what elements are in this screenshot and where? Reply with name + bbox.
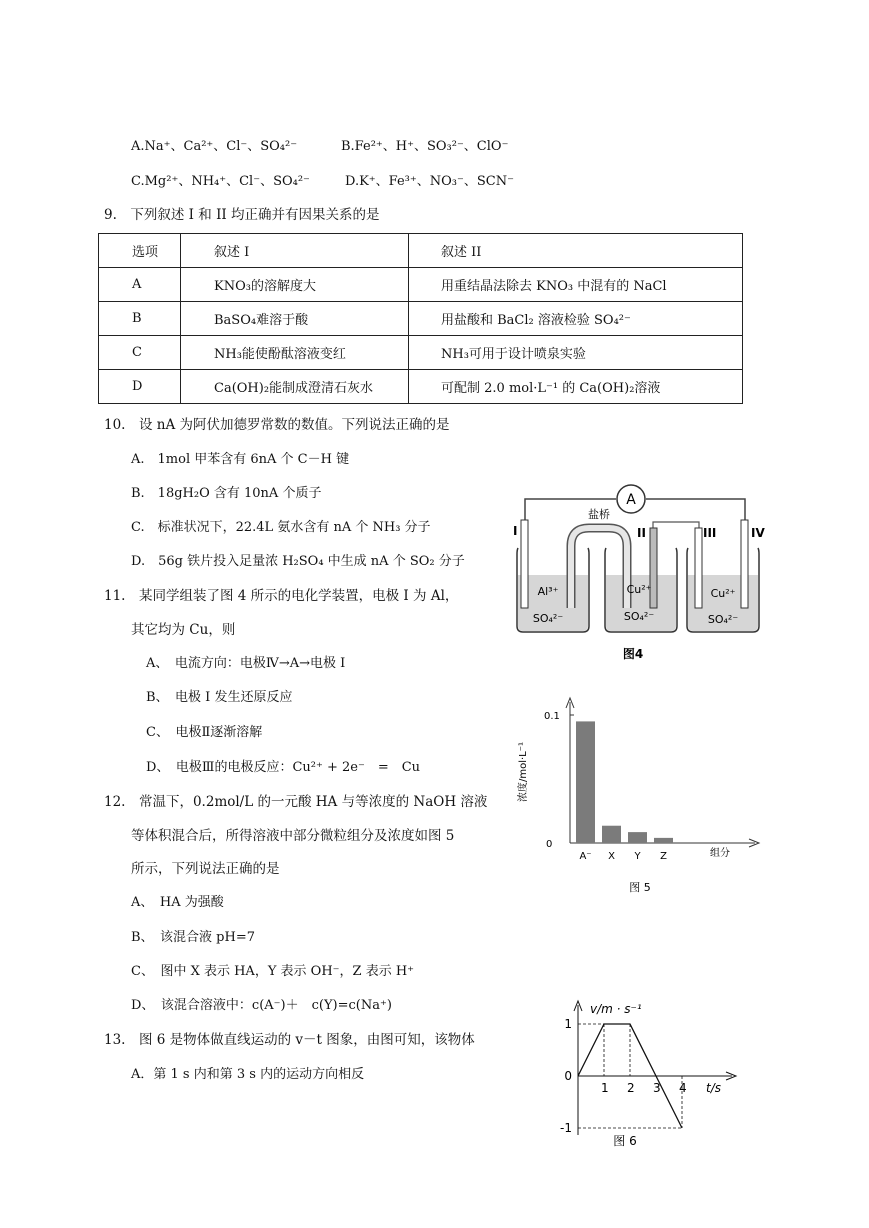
x-tick-label: X [608,851,615,862]
bar [602,826,621,843]
y-tick-label: 0.1 [544,711,560,722]
q12-option-c: C、 图中 X 表示 HA，Y 表示 OH⁻，Z 表示 H⁺ [131,964,415,979]
x-tick-label: 2 [627,1081,635,1095]
q8-option-c: C.Mg²⁺、NH₄⁺、Cl⁻、SO₄²⁻ [131,174,310,189]
y-tick-label: -1 [560,1121,572,1135]
q11-option-d: D、 电极Ⅲ的电极反应：Cu²⁺ + 2e⁻ = Cu [146,760,421,775]
table-cell: BaSO₄难溶于酸 [181,302,409,336]
table-cell: B [99,302,181,336]
y-axis-label: 浓度/mol·L⁻¹ [518,741,529,803]
q8-option-d: D.K⁺、Fe³⁺、NO₃⁻、SCN⁻ [345,174,514,189]
q12-option-d: D、 该混合溶液中：c(A⁻)＋ c(Y)=c(Na⁺) [131,998,392,1013]
q13-stem: 13. 图 6 是物体做直线运动的 v－t 图象，由图可知，该物体 [104,1032,475,1048]
table-row [99,370,743,404]
q10-option-b: B. 18gH₂O 含有 10nA 个质子 [131,486,322,501]
table-cell: C [99,336,181,370]
x-tick-label: 1 [601,1081,609,1095]
x-tick-label: A⁻ [579,851,592,862]
x-tick-label: Y [634,851,641,862]
electrode-I [521,520,528,608]
beaker1-anion: SO₄²⁻ [532,612,564,625]
q11-option-c: C、 电极Ⅱ逐渐溶解 [146,725,263,740]
bar [576,721,595,843]
table-cell: A [99,268,181,302]
table-header-row [99,234,743,268]
guide-line [578,1024,630,1076]
ammeter-label: A [626,492,636,508]
electrode-IV-label: IV [751,526,765,540]
q12-option-b: B、 该混合液 pH=7 [131,930,256,945]
q12-option-a: A、 HA 为强酸 [131,895,224,910]
table-row [99,268,743,302]
table-header-cell: 叙述 I [181,234,409,268]
x-axis-label: 组分 [710,848,730,859]
table-header-cell: 选项 [99,234,181,268]
bar [654,838,673,843]
y-tick-label: 0 [546,839,553,850]
q11-option-a: A、 电流方向：电极Ⅳ→A→电极 I [146,656,346,671]
q11-stem-line1: 11. 某同学组装了图 4 所示的电化学装置，电极 I 为 Al， [104,588,459,604]
electrode-II [650,528,657,608]
q12-stem-line3: 所示，下列说法正确的是 [131,861,280,877]
q11-stem-line2: 其它均为 Cu，则 [131,622,236,638]
table-cell: NH₃可用于设计喷泉实验 [409,336,743,370]
x-tick-label: 4 [679,1081,687,1095]
table-cell: 用重结晶法除去 KNO₃ 中混有的 NaCl [409,268,743,302]
beaker2-cation: Cu²⁺ [626,583,652,596]
bar [628,832,647,843]
x-tick-label: Z [660,851,667,862]
q10-option-c: C. 标准状况下，22.4L 氨水含有 nA 个 NH₃ 分子 [131,520,431,535]
y-tick-label: 0 [564,1069,572,1083]
table-row [99,302,743,336]
q12-stem-line1: 12. 常温下，0.2mol/L 的一元酸 HA 与等浓度的 NaOH 溶液 [104,794,488,810]
electrode-II-label: II [637,526,646,540]
figure-5-caption: 图 5 [629,881,651,894]
salt-bridge-label: 盐桥 [588,508,610,521]
electrode-I-label: I [513,524,518,538]
q10-stem: 10. 设 nA 为阿伏加德罗常数的数值。下列说法正确的是 [104,417,450,433]
q9-stem: 9. 下列叙述 I 和 II 均正确并有因果关系的是 [104,207,380,223]
y-tick-label: 1 [564,1017,572,1031]
electrode-III-label: III [703,526,717,540]
q10-option-a: A. 1mol 甲苯含有 6nA 个 C－H 键 [131,452,350,467]
table-cell: NH₃能使酚酞溶液变红 [181,336,409,370]
table-header-cell: 叙述 II [409,234,743,268]
q11-option-b: B、 电极 I 发生还原反应 [146,690,293,705]
q8-option-b: B.Fe²⁺、H⁺、SO₃²⁻、ClO⁻ [341,139,509,154]
q10-option-d: D. 56g 铁片投入足量浓 H₂SO₄ 中生成 nA 个 SO₂ 分子 [131,554,465,569]
table-cell: 用盐酸和 BaCl₂ 溶液检验 SO₄²⁻ [409,302,743,336]
q12-stem-line2: 等体积混合后，所得溶液中部分微粒组分及浓度如图 5 [131,828,455,844]
electrode-III [695,528,702,608]
figure-6-graph [550,995,750,1153]
beaker3-anion: SO₄²⁻ [707,613,739,626]
table-row [99,336,743,370]
figure-4-apparatus [505,480,775,670]
figure-5-chart [510,692,770,897]
electrode-IV [741,520,748,608]
q9-table [98,233,743,404]
y-axis-label: v/m · s⁻¹ [590,1002,642,1016]
table-cell: Ca(OH)₂能制成澄清石灰水 [181,370,409,404]
table-cell: KNO₃的溶解度大 [181,268,409,302]
beaker1-cation: Al³⁺ [537,585,559,598]
table-cell: 可配制 2.0 mol·L⁻¹ 的 Ca(OH)₂溶液 [409,370,743,404]
q8-option-a: A.Na⁺、Ca²⁺、Cl⁻、SO₄²⁻ [131,139,298,154]
figure-4-caption: 图4 [622,647,644,661]
beaker3-cation: Cu²⁺ [710,587,736,600]
x-tick-label: 3 [653,1081,661,1095]
table-cell: D [99,370,181,404]
beaker2-anion: SO₄²⁻ [623,610,655,623]
x-axis-label: t/s [706,1081,721,1095]
figure-6-caption: 图 6 [613,1134,637,1148]
q13-option-a: A．第 1 s 内和第 3 s 内的运动方向相反 [131,1067,365,1082]
